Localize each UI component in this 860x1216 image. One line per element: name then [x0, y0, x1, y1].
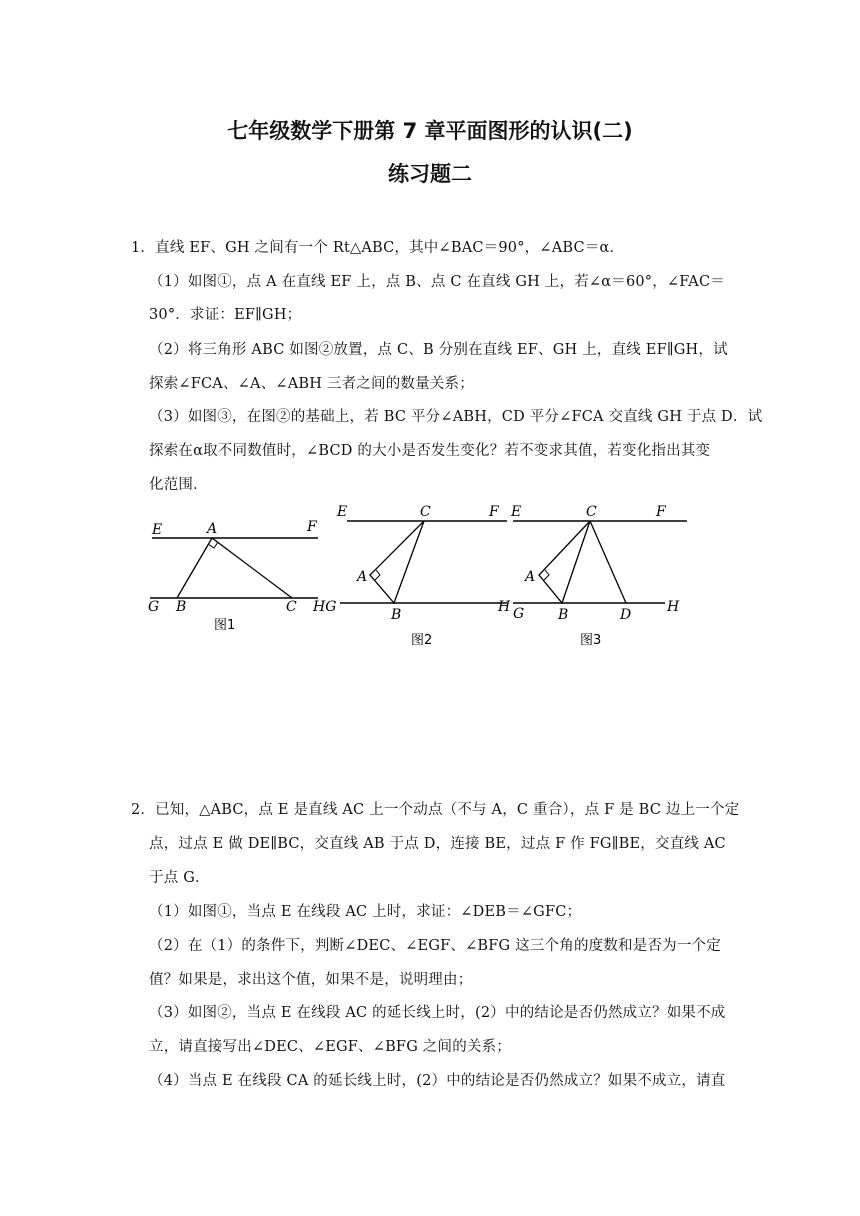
- segment-cd: [590, 521, 626, 603]
- label-hg: HG: [313, 599, 337, 615]
- page-title: 七年级数学下册第 7 章平面图形的认识(二): [227, 119, 633, 143]
- label-d: D: [620, 607, 632, 623]
- problem1-line: 1．直线 EF、GH 之间有一个 Rt△ABC，其中∠BAC＝90°，∠ABC＝α．: [131, 240, 625, 256]
- label-c: C: [420, 504, 431, 520]
- triangle-abc: [539, 521, 590, 603]
- triangle-abc: [370, 521, 424, 603]
- problem1-line: （2）将三角形 ABC 如图②放置，点 C、B 分别在直线 EF、GH 上，直线 EF∥GH，试: [149, 342, 728, 358]
- label-e: E: [337, 504, 348, 520]
- problem2-line: 值？如果是，求出这个值，如果不是，说明理由；: [149, 972, 473, 988]
- problem1-line: 化范围．: [149, 477, 208, 493]
- problem1-line: （1）如图①，点 A 在直线 EF 上，点 B、点 C 在直线 GH 上，若∠α＝60°，∠FAC＝: [149, 274, 725, 290]
- label-e: E: [152, 522, 163, 538]
- problem1-line: 探索在α取不同数值时，∠BCD 的大小是否发生变化？若不变求其值，若变化指出其变: [149, 443, 711, 459]
- problem2-line: 立，请直接写出∠DEC、∠EGF、∠BFG 之间的关系；: [149, 1039, 511, 1055]
- page-subtitle: 练习题二: [388, 162, 472, 186]
- label-a: A: [207, 521, 218, 537]
- label-e: E: [511, 504, 522, 520]
- problem1-line: 30°．求证：EF∥GH；: [149, 307, 302, 323]
- label-b: B: [558, 607, 569, 623]
- right-angle-mark: [544, 570, 549, 580]
- figure-caption: 图2: [411, 633, 433, 648]
- label-g: G: [148, 599, 160, 615]
- label-b: B: [391, 607, 402, 623]
- figure-3: [505, 498, 705, 657]
- label-h: H: [498, 599, 511, 615]
- problem2-line: （1）如图①，当点 E 在线段 AC 上时，求证：∠DEB＝∠GFC；: [149, 904, 582, 920]
- label-h: H: [667, 599, 680, 615]
- figure-caption: 图3: [580, 633, 602, 648]
- label-c: C: [586, 504, 597, 520]
- label-b: B: [176, 599, 187, 615]
- problem2-line: 点，过点 E 做 DE∥BC，交直线 AB 于点 D，连接 BE，过点 F 作 FG∥BE，交直线 AC: [149, 836, 726, 852]
- figure-caption: 图1: [214, 618, 236, 633]
- label-c: C: [286, 599, 297, 615]
- problem1-line: 探索∠FCA、∠A、∠ABH 三者之间的数量关系；: [149, 376, 474, 392]
- label-f: F: [307, 519, 317, 535]
- label-a: A: [525, 569, 536, 585]
- problem2-line: （4）当点 E 在线段 CA 的延长线上时，(2）中的结论是否仍然成立？如果不成立，请直: [149, 1073, 726, 1089]
- right-angle-mark: [375, 570, 380, 580]
- label-f: F: [656, 504, 666, 520]
- figure-1: [140, 510, 330, 644]
- problem2-line: 于点 G．: [149, 870, 210, 886]
- problem1-line: （3）如图③，在图②的基础上，若 BC 平分∠ABH，CD 平分∠FCA 交直线 GH 于点 D．试: [149, 409, 763, 425]
- label-g: G: [513, 606, 525, 622]
- problem2-line: （3）如图②，当点 E 在线段 AC 的延长线上时，(2）中的结论是否仍然成立？如果不成: [149, 1005, 726, 1021]
- problem2-line: 2．已知，△ABC，点 E 是直线 AC 上一个动点（不与 A，C 重合），点 F 是 BC 边上一个定: [131, 802, 740, 818]
- triangle-abc: [177, 538, 292, 598]
- label-f: F: [489, 504, 499, 520]
- label-a: A: [357, 569, 368, 585]
- figure-2: [310, 498, 520, 657]
- problem2-line: （2）在（1）的条件下，判断∠DEC、∠EGF、∠BFG 这三个角的度数和是否为一个定: [149, 938, 721, 954]
